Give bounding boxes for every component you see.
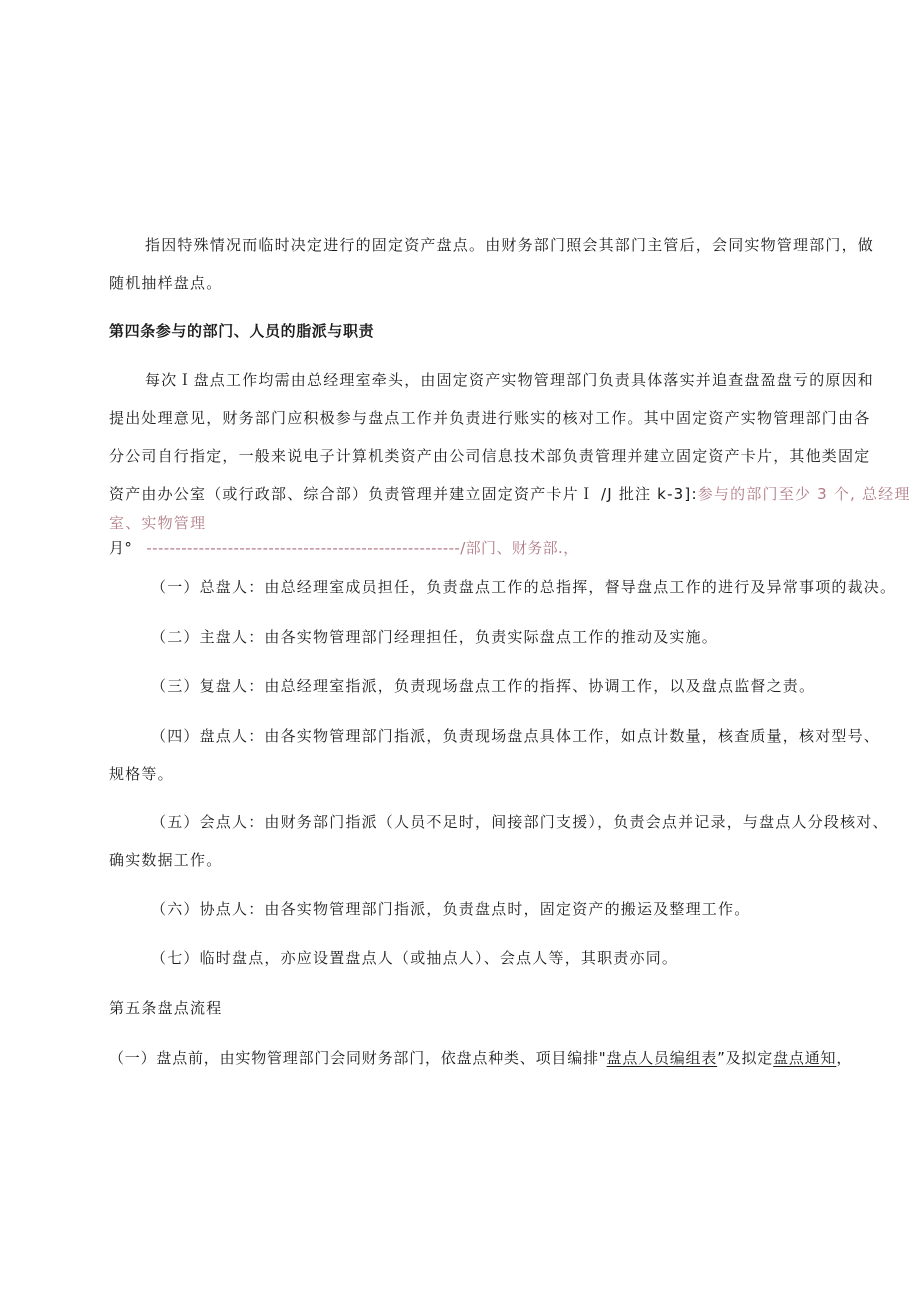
role-item-5-cont: 确实数据工作。 bbox=[109, 851, 223, 869]
paragraph-line: 分公司自行指定，一般来说电子计算机类资产由公司信息技术部负责管理并建立固定资产卡片，其他类固定 bbox=[109, 447, 871, 465]
paragraph-text: 月° bbox=[109, 539, 133, 557]
paragraph-line bbox=[109, 484, 911, 504]
role-item-7: （七）临时盘点，亦应设置盘点人（或抽点人）、会点人等，其职责亦同。 bbox=[151, 949, 679, 967]
paragraph-line bbox=[109, 538, 579, 558]
role-item-4-cont: 规格等。 bbox=[109, 765, 174, 783]
section-heading-4: 第四条参与的部门、人员的脂派与职责 bbox=[109, 322, 375, 340]
paragraph-line: 每次Ｉ盘点工作均需由总经理室牵头，由固定资产实物管理部门负责具体落实并追查盘盈盘亏的原因和 bbox=[145, 371, 875, 389]
role-item-2: （二）主盘人：由各实物管理部门经理担任，负责实际盘点工作的推动及实施。 bbox=[151, 628, 719, 646]
linked-term: 盘点通知 bbox=[773, 1049, 837, 1067]
role-item-4: （四）盘点人：由各实物管理部门指派，负责现场盘点具体工作，如点计数量，核查质量，核对型号、 bbox=[151, 727, 881, 745]
comment-text: 参与的部门至少 3 个, 总经理 bbox=[697, 485, 911, 503]
comment-text: 室、实物管理 bbox=[109, 514, 207, 532]
linked-term: 盘点人员编组表 bbox=[606, 1049, 718, 1067]
paragraph-line: 随机抽样盘点。 bbox=[109, 274, 223, 292]
role-item-5: （五）会点人：由财务部门指派（人员不足时，间接部门支援），负责会点并记录，与盘点人分段核对、 bbox=[151, 813, 889, 831]
paragraph-text: 资产由办公室（或行政部、综合部）负责管理并建立固定资产卡片Ｉ /J 批注 k-3]: bbox=[109, 485, 698, 503]
paragraph-line bbox=[109, 1048, 852, 1068]
role-item-1: （一）总盘人：由总经理室成员担任，负责盘点工作的总指挥，督导盘点工作的进行及异常事项的裁决。 bbox=[151, 578, 897, 596]
section-heading-5: 第五条盘点流程 bbox=[109, 999, 223, 1017]
role-item-6: （六）协点人：由各实物管理部门指派，负责盘点时，固定资产的搬运及整理工作。 bbox=[151, 900, 751, 918]
paragraph-line: 指因特殊情况而临时决定进行的固定资产盘点。由财务部门照会其部门主管后，会同实物管理部门，做 bbox=[145, 236, 875, 254]
comment-connector: ------------------------------------------------------/部门、财务部.， bbox=[146, 539, 579, 557]
paragraph-line: 提出处理意见，财务部门应积极参与盘点工作并负责进行账实的核对工作。其中固定资产实物管理部门由各 bbox=[109, 409, 871, 427]
paragraph-text: ， bbox=[836, 1049, 853, 1067]
paragraph-text: （一）盘点前，由实物管理部门会同财务部门，依盘点种类、项目编排" bbox=[109, 1049, 607, 1067]
paragraph-text: ”及拟定 bbox=[717, 1049, 774, 1067]
role-item-3: （三）复盘人：由总经理室指派，负责现场盘点工作的指挥、协调工作，以及盘点监督之责。 bbox=[151, 677, 816, 695]
